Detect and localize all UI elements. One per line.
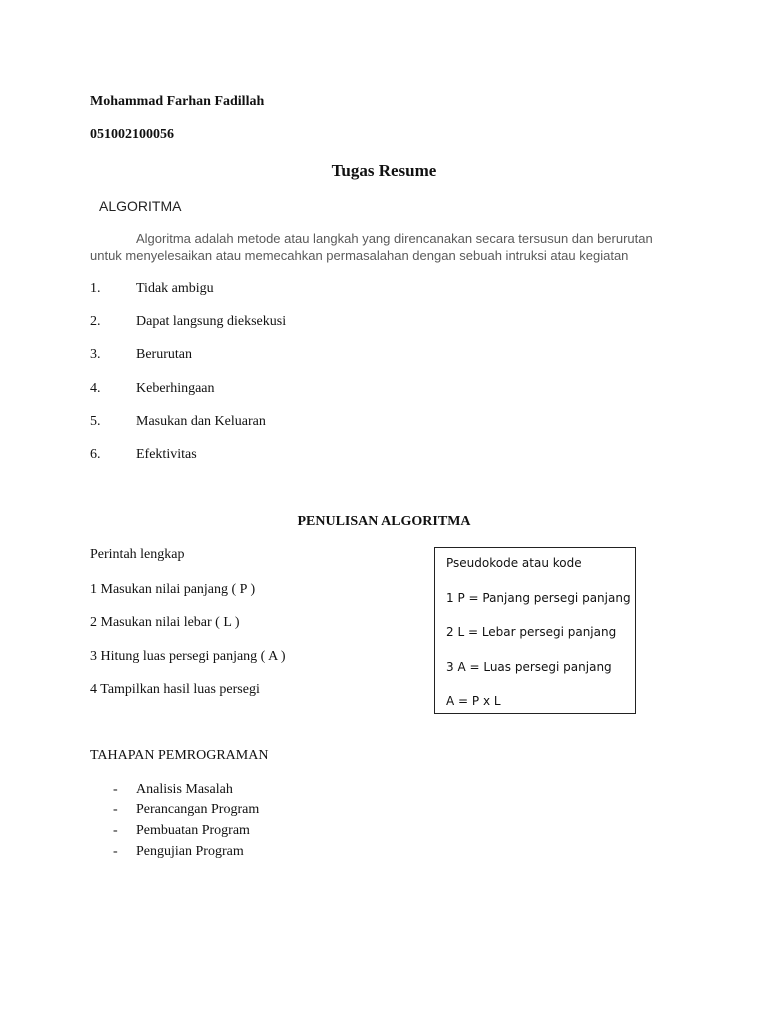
pseudocode-title: Pseudokode atau kode (446, 556, 582, 570)
list-item: Pembuatan Program (136, 823, 250, 838)
student-id: 051002100056 (90, 127, 174, 142)
definition-line-2: untuk menyelesaikan atau memecahkan permasalahan dengan sebuah intruksi atau kegiatan (90, 248, 629, 263)
pseudocode-line: 3 A = Luas persegi panjang (446, 660, 612, 674)
perintah-line: 4 Tampilkan hasil luas persegi (90, 682, 260, 697)
author-name: Mohammad Farhan Fadillah (90, 94, 265, 109)
tahapan-heading: TAHAPAN PEMROGRAMAN (90, 748, 269, 763)
pseudocode-line: A = P x L (446, 694, 501, 708)
list-item: Tidak ambigu (136, 281, 214, 296)
penulisan-heading: PENULISAN ALGORITMA (297, 514, 471, 529)
list-item: Pengujian Program (136, 844, 244, 859)
list-item: Perancangan Program (136, 802, 260, 817)
list-item: Dapat langsung dieksekusi (136, 314, 287, 329)
bullet-dash: - (113, 782, 118, 797)
pseudocode-line: 1 P = Panjang persegi panjang (446, 591, 631, 605)
list-item-number: 3. (90, 347, 101, 362)
list-item-number: 4. (90, 381, 101, 396)
definition-line-1: Algoritma adalah metode atau langkah yang direncanakan secara tersusun dan berurutan (136, 231, 653, 246)
list-item-number: 2. (90, 314, 101, 329)
perintah-line: 3 Hitung luas persegi panjang ( A ) (90, 649, 286, 664)
list-item: Efektivitas (136, 447, 197, 462)
list-item: Keberhingaan (136, 381, 215, 396)
list-item: Analisis Masalah (136, 782, 233, 797)
list-item: Berurutan (136, 347, 192, 362)
algoritma-heading: ALGORITMA (99, 198, 182, 214)
bullet-dash: - (113, 802, 118, 817)
list-item: Masukan dan Keluaran (136, 414, 266, 429)
bullet-dash: - (113, 823, 118, 838)
perintah-title: Perintah lengkap (90, 547, 185, 562)
list-item-number: 6. (90, 447, 101, 462)
perintah-line: 2 Masukan nilai lebar ( L ) (90, 615, 240, 630)
perintah-line: 1 Masukan nilai panjang ( P ) (90, 582, 256, 597)
list-item-number: 5. (90, 414, 101, 429)
list-item-number: 1. (90, 281, 101, 296)
bullet-dash: - (113, 844, 118, 859)
pseudocode-line: 2 L = Lebar persegi panjang (446, 625, 617, 639)
pseudocode-box (434, 547, 636, 714)
page-title: Tugas Resume (331, 161, 437, 180)
